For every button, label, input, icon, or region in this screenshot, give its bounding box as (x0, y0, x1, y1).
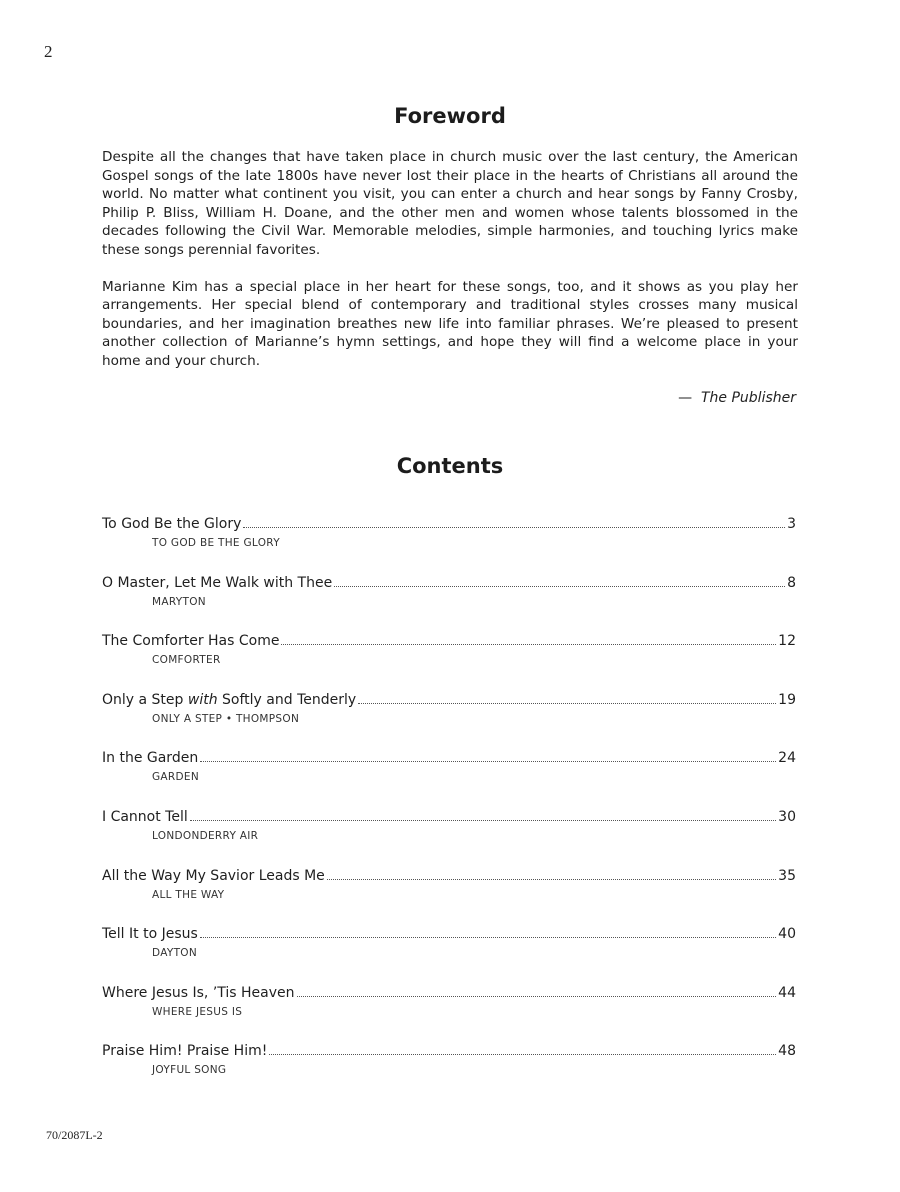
toc-entry-tune: JOYFUL SONG (152, 1064, 227, 1077)
toc-entry-title: To God Be the Glory (102, 516, 242, 532)
toc-leader-dots (334, 585, 785, 587)
toc-entry-tune: ONLY A STEP • THOMPSON (152, 712, 300, 725)
toc-entry-tune: TO GOD BE THE GLORY (152, 537, 280, 549)
toc-entry-title: In the Garden (102, 750, 199, 767)
toc-entry[interactable] (102, 573, 796, 632)
toc-entry-page: 3 (787, 516, 796, 532)
toc-entry[interactable] (102, 924, 796, 983)
toc-entry-title-part-b: Softly and Tenderly (222, 691, 357, 708)
toc-entry-title: Praise Him! Praise Him! (102, 1043, 268, 1060)
toc-leader-dots (200, 760, 776, 762)
footer-catalog-code: 70/2087L-2 (46, 1128, 103, 1142)
table-of-contents (102, 514, 796, 1100)
page-number: 2 (44, 42, 53, 61)
toc-entry[interactable] (102, 866, 796, 925)
signature-name: The Publisher (700, 390, 796, 406)
toc-entry-title: O Master, Let Me Walk with Thee (102, 574, 333, 591)
toc-leader-dots (200, 936, 776, 938)
toc-leader-dots (327, 878, 776, 880)
toc-entry-tune: COMFORTER (152, 654, 221, 667)
toc-leader-dots (358, 702, 776, 704)
toc-entry-tune: MARYTON (152, 595, 206, 608)
toc-entry-tune: GARDEN (152, 771, 199, 784)
toc-entry-page: 12 (778, 633, 796, 650)
foreword-body (102, 148, 798, 389)
toc-entry[interactable] (102, 807, 796, 866)
toc-entry-page: 30 (778, 808, 796, 825)
toc-entry[interactable] (102, 631, 796, 690)
toc-leader-dots (297, 995, 777, 997)
toc-entry-page: 44 (778, 984, 796, 1001)
foreword-paragraph-1: Despite all the changes that have taken place in church music over the last century, the American Gospel songs of the late 1800s have never lost their place in the hearts of Christians all around the world. No matter what continent you visit, you can enter a church and hear songs by Fanny Crosby, Philip P. Bliss, William H. Doane, and the other men and women whose talents blossomed in the decades following the Civil War. Memorable melodies, simple harmonies, and touching lyrics make these songs perennial favorites. (102, 149, 798, 258)
toc-leader-dots (243, 526, 785, 528)
signature-dash: — (678, 390, 693, 406)
toc-entry-page: 24 (778, 750, 796, 767)
toc-leader-dots (281, 643, 776, 645)
toc-entry-tune: WHERE JESUS IS (152, 1005, 243, 1018)
foreword-paragraph-2: Marianne Kim has a special place in her heart for these songs, too, and it shows as you play her arrangements. Her special blend of contemporary and traditional styles crosses many musical boundaries, and her imagination breathes new life into familiar phrases. We’re pleased to present another collection of Marianne’s hymn settings, and hope they will find a welcome place in your home and your church. (102, 278, 798, 369)
toc-entry-title-with: with (187, 691, 218, 708)
toc-entry-title: All the Way My Savior Leads Me (102, 867, 325, 884)
toc-entry-tune: ALL THE WAY (152, 888, 225, 901)
foreword-signature (678, 390, 796, 406)
toc-entry-title: Where Jesus Is, ’Tis Heaven (102, 984, 295, 1001)
toc-entry-page: 35 (778, 867, 796, 884)
toc-entry-title (102, 690, 356, 710)
toc-entry-tune: LONDONDERRY AIR (152, 829, 259, 842)
toc-entry[interactable] (102, 748, 796, 807)
toc-leader-dots (190, 819, 776, 821)
toc-entry-title: Tell It to Jesus (102, 926, 198, 943)
toc-entry[interactable] (102, 983, 796, 1042)
toc-entry-tune: DAYTON (152, 947, 198, 960)
toc-entry[interactable] (102, 690, 796, 749)
contents-title: Contents (396, 454, 504, 478)
foreword-title: Foreword (394, 104, 506, 128)
toc-entry-page: 8 (787, 574, 796, 591)
toc-entry-page: 19 (778, 691, 796, 708)
toc-entry-title: The Comforter Has Come (102, 633, 280, 650)
toc-entry-title: I Cannot Tell (102, 808, 188, 825)
toc-leader-dots (269, 1053, 776, 1055)
toc-entry-page: 40 (778, 926, 796, 943)
toc-entry-page: 48 (778, 1043, 796, 1060)
toc-entry[interactable] (102, 1041, 796, 1100)
toc-entry[interactable] (102, 514, 796, 573)
toc-entry-title-part-a: Only a Step (102, 691, 184, 708)
